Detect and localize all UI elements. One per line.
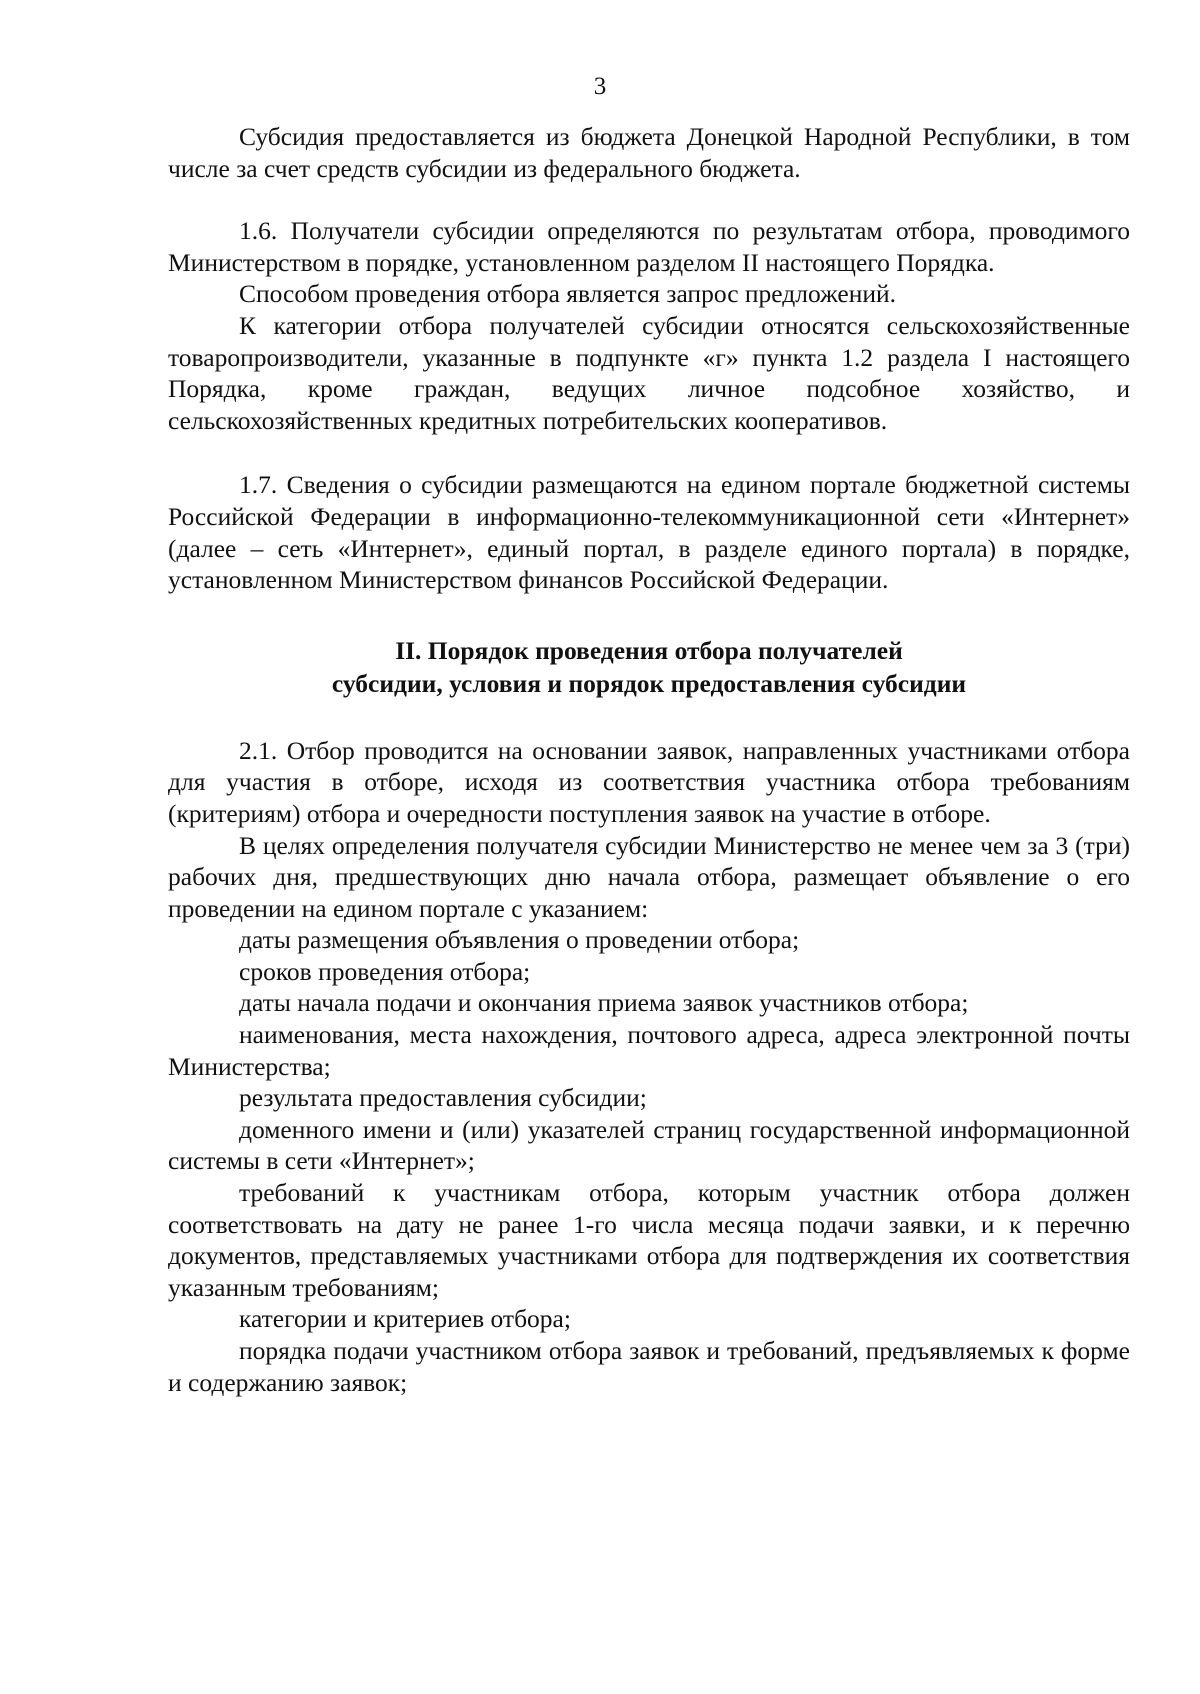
paragraph-budget-source: Субсидия предоставляется из бюджета Донецкой Народной Республики, в том числе за счет средств субсидии из федерального бюджета. [168,122,1130,183]
paragraph-1-6: 1.6. Получатели субсидии определяются по результатам отбора, проводимого Министерством в порядке, установленном разделом II настоящего Порядка. [168,216,1130,277]
list-item: доменного имени и (или) указателей страниц государственной информационной системы в сети «Интернет»; [168,1114,1130,1176]
list-item: порядка подачи участником отбора заявок и требований, предъявляемых к форме и содержанию заявок; [168,1336,1130,1397]
paragraph-selection-category: К категории отбора получателей субсидии относятся сельскохозяйственные товаропроизводители, указанные в подпункте «г» пункта 1.2 раздела I настоящего Порядка, кроме граждан, ведущих личное подсобное хозяйство, и сельскохозяйственных кредитных потребительских кооперативов. [168,310,1130,435]
list-item: даты размещения объявления о проведении отбора; [239,925,800,955]
section-heading-line-1: II. Порядок проведения отбора получателей [395,635,903,665]
list-item: требований к участникам отбора, которым участник отбора должен соответствовать на дату не ранее 1-го числа месяца подачи заявки, и к перечню документов, представляемых участниками отбора для подтверждения их соответствия указанным требованиям; [168,1178,1130,1302]
list-item: результата предоставления субсидии; [239,1083,647,1113]
paragraph-selection-method: Способом проведения отбора является запрос предложений. [239,279,897,309]
paragraph-2-1: 2.1. Отбор проводится на основании заявок, направленных участниками отбора для участия в отборе, исходя из соответствия участника отбора требованиям (критериям) отбора и очередности поступления заявок на участие в отборе. [168,735,1130,828]
paragraph-announcement: В целях определения получателя субсидии Министерство не менее чем за 3 (три) рабочих дня, предшествующих дню начала отбора, размещает объявление о его проведении на едином портале с указанием: [168,830,1130,923]
page-number: 3 [593,73,607,100]
section-heading-line-2: субсидии, условия и порядок предоставления субсидии [331,668,967,698]
list-item: сроков проведения отбора; [239,956,531,986]
list-item: даты начала подачи и окончания приема заявок участников отбора; [239,988,969,1018]
paragraph-1-7: 1.7. Сведения о субсидии размещаются на едином портале бюджетной системы Российской Федерации в информационно-телекоммуникационной сети «Интернет» (далее – сеть «Интернет», единый портал, в разделе единого портала) в порядке, установленном Министерством финансов Российской Федерации. [168,470,1130,595]
document-body [168,121,1130,1398]
section-heading [168,634,1130,700]
list-item: наименования, места нахождения, почтового адреса, адреса электронной почты Министерства; [168,1020,1130,1081]
list-item: категории и критериев отбора; [239,1304,571,1334]
